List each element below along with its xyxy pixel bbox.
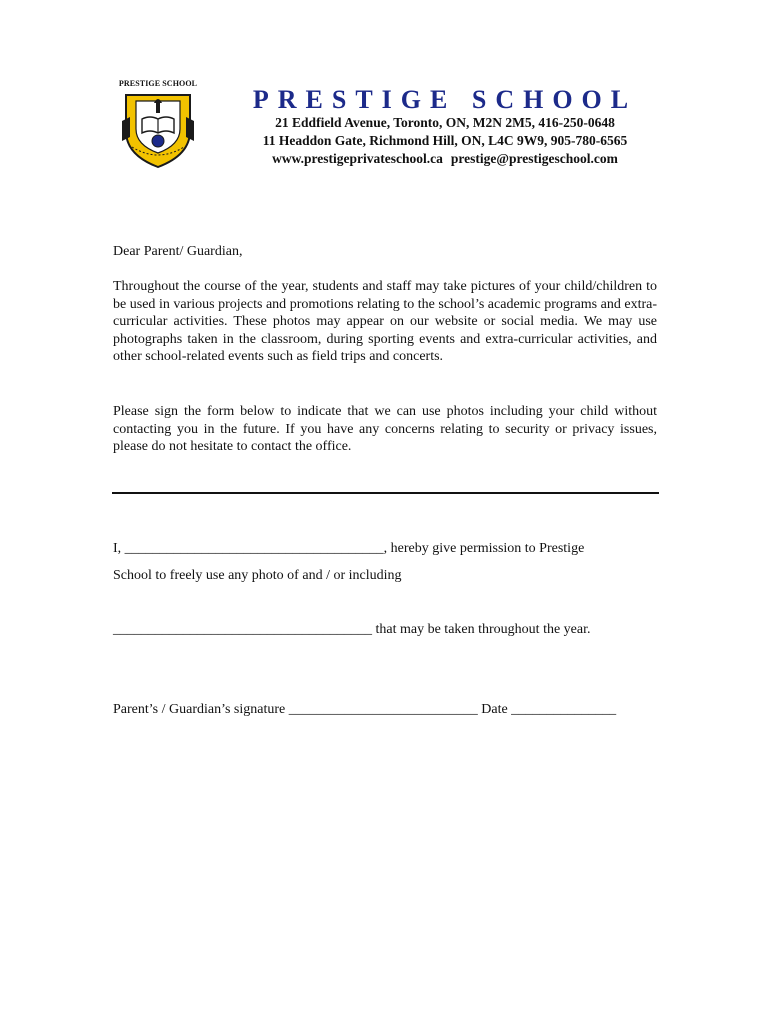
crest-emblem-icon <box>118 91 198 169</box>
salutation: Dear Parent/ Guardian, <box>113 244 243 259</box>
child-name-line[interactable]: _____________________________________ that may be taken throughout the year. <box>113 622 591 637</box>
contact-line <box>225 151 665 167</box>
email-link[interactable]: prestige@prestigeschool.com <box>450 151 618 166</box>
paragraph-sign-request: Please sign the form below to indicate that we can use photos including your child without contacting you in the future. If you have any concerns relating to security or privacy issues, please do not hesitate to contact the office. <box>113 404 657 455</box>
signature-date-line[interactable]: Parent’s / Guardian’s signature ___________________________ Date _______________ <box>113 702 617 717</box>
address-toronto: 21 Eddfield Avenue, Toronto, ON, M2N 2M5, 416-250-0648 <box>275 115 615 130</box>
website-link[interactable]: www.prestigeprivateschool.ca <box>272 151 443 166</box>
permission-text-line: School to freely use any photo of and / or including <box>113 568 402 583</box>
school-name-title: PRESTIGE SCHOOL <box>252 85 638 114</box>
paragraph-photo-usage: Throughout the course of the year, students and staff may take pictures of your child/children to be used in various projects and promotions relating to the school’s academic programs and extra-curricular activities. These photos may appear on our website or social media. We may use photographs taken in the classroom, during sporting events and extra-curricular activities, and other school-related events such as field trips and concerts. <box>113 279 657 365</box>
school-crest <box>108 79 208 179</box>
permission-name-line[interactable]: I, _____________________________________, hereby give permission to Prestige <box>113 541 585 556</box>
address-richmond-hill: 11 Headdon Gate, Richmond Hill, ON, L4C 9W9, 905-780-6565 <box>262 133 628 148</box>
crest-label: PRESTIGE SCHOOL <box>118 79 198 88</box>
section-divider <box>112 492 659 494</box>
